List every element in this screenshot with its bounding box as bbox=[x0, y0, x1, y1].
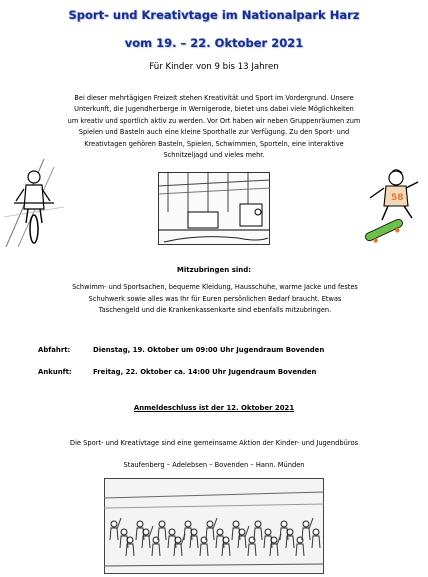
bring-line: Schuhwerk sowie alles was Ihr für Euren persönlichen Bedarf braucht. Etwas bbox=[88, 294, 342, 303]
organizer-note: Die Sport- und Kreativtage sind eine gemeinsame Aktion der Kinder- und Jugendbüros bbox=[69, 439, 359, 447]
intro-line: Schnitzeljagd und vieles mehr. bbox=[163, 151, 265, 160]
skateboarder-image bbox=[362, 168, 422, 244]
bring-paragraph bbox=[50, 282, 380, 317]
intro-line: Unterkunft, die Jugendherberge in Wernigerode, bietet uns dabei viele Möglichkeiten bbox=[74, 105, 354, 114]
group-photo-image bbox=[104, 478, 324, 574]
intro-line: Spielen und Basteln auch eine kleine Sporthalle zur Verfügung. Zu den Sport- und bbox=[78, 128, 350, 137]
departure-text: Dienstag, 19. Oktober um 09:00 Uhr Jugendraum Bovenden bbox=[93, 346, 325, 354]
intro-line: um kreativ und sportlich aktiv zu werden. Vor Ort haben wir neben Gruppenräumen zum bbox=[67, 116, 361, 125]
registration-deadline: Anmeldeschluss ist der 12. Oktober 2021 bbox=[133, 404, 295, 412]
bring-line: Taschengeld und die Krankenkassenkarte sind ebenfalls mitzubringen. bbox=[98, 306, 332, 315]
intro-paragraph bbox=[54, 93, 374, 161]
arrival-row bbox=[38, 368, 316, 376]
svg-text:58: 58 bbox=[391, 193, 404, 203]
sports-hall-image bbox=[158, 172, 270, 245]
bring-line: Schwimm- und Sportsachen, bequeme Kleidung, Hausschuhe, warme Jacke und festes bbox=[72, 283, 358, 291]
age-group: Für Kinder von 9 bis 13 Jahren bbox=[149, 62, 279, 72]
departure-label: Abfahrt: bbox=[38, 346, 71, 354]
arrival-text: Freitag, 22. Oktober ca. 14:00 Uhr Jugendraum Bovenden bbox=[93, 368, 317, 376]
flyer-title: Sport- und Kreativtage im Nationalpark Harz bbox=[68, 8, 360, 22]
departure-row bbox=[38, 346, 324, 354]
arrival-label: Ankunft: bbox=[38, 368, 72, 376]
bring-heading: Mitzubringen sind: bbox=[176, 266, 252, 274]
cyclist-image bbox=[4, 157, 64, 249]
intro-line: Bei dieser mehrtägigen Freizeit stehen Kreativität und Sport im Vordergrund. Unsere bbox=[74, 94, 354, 102]
organizer-towns: Staufenberg – Adelebsen – Bovenden – Hann. Münden bbox=[123, 461, 305, 469]
intro-line: Kreativtagen gehören Basteln, Spielen, Schwimmen, Sporteln, eine interaktive bbox=[84, 139, 344, 148]
flyer-dates: vom 19. – 22. Oktober 2021 bbox=[124, 36, 304, 50]
